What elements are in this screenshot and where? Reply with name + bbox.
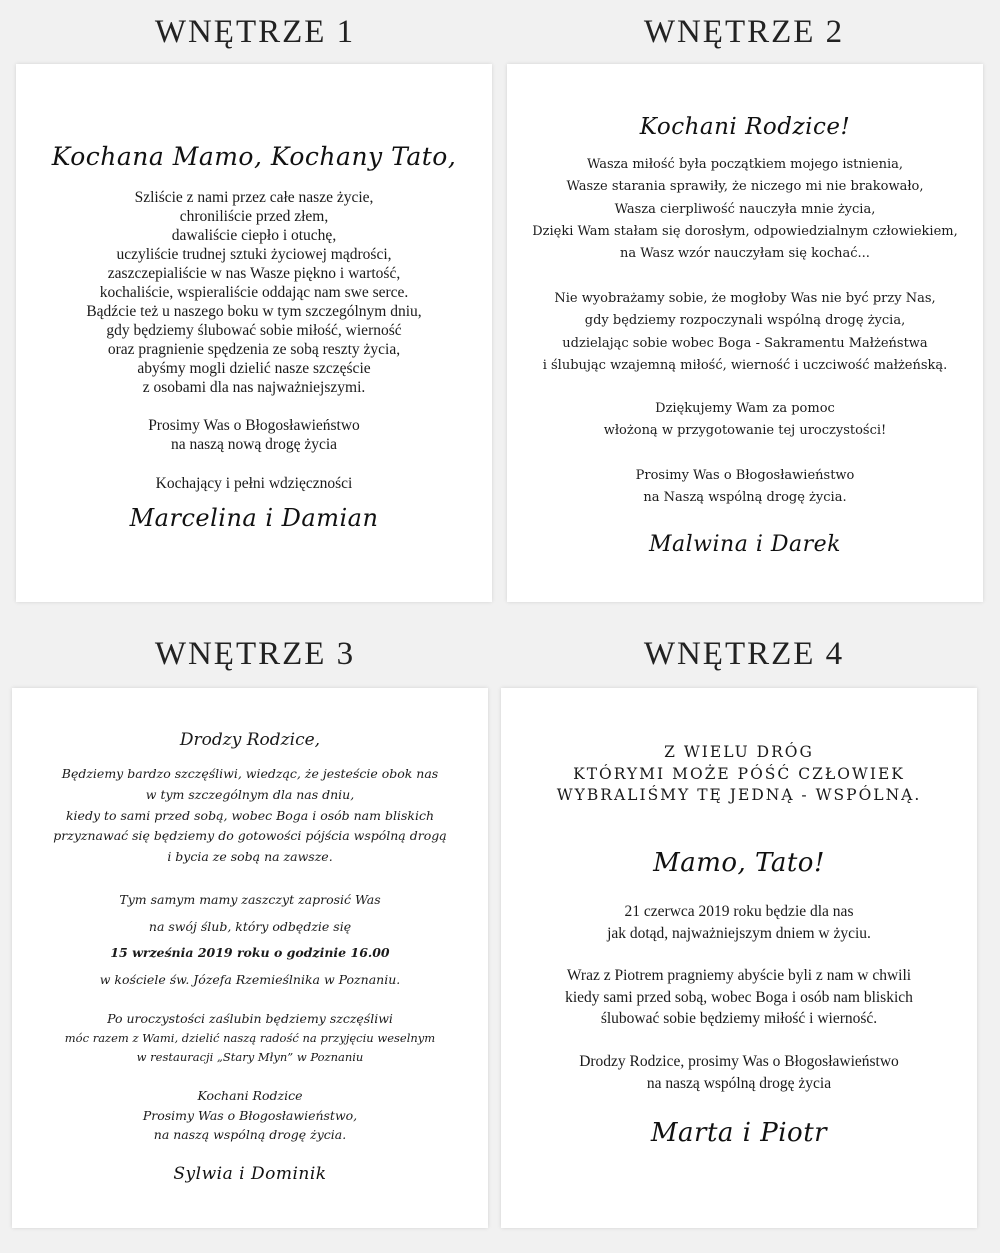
text-line: na naszą wspólną drogę życia	[646, 1074, 832, 1092]
panel-1-heading: WNĘTRZE 1	[154, 14, 356, 50]
text-line: na naszą wspólną drogę życia.	[153, 1127, 347, 1142]
card-1-greeting: Kochana Mamo, Kochany Tato,	[51, 142, 457, 171]
text-line: Kochający i pełni wdzięczności	[155, 475, 353, 492]
invitation-card-4	[501, 688, 977, 1228]
text-line: Szliście z nami przez całe nasze życie,	[134, 189, 374, 206]
text-line: w tym szczególnym dla nas dniu,	[145, 786, 355, 802]
text-line: oraz pragnienie spędzenia ze sobą reszty życia,	[107, 341, 401, 358]
text-line: i ślubując wzajemną miłość, wierność i uczciwość małżeńską.	[542, 357, 948, 373]
card-3-greeting: Drodzy Rodzice,	[179, 730, 321, 750]
card-2-paragraph-2	[507, 288, 983, 377]
card-4-paragraph-3	[501, 1051, 977, 1094]
invitation-card-3	[12, 688, 488, 1228]
card-3-paragraph-2	[12, 887, 488, 993]
text-line: i bycia ze sobą na zawsze.	[167, 849, 333, 865]
card-3-paragraph-3	[12, 1009, 488, 1068]
card-2-paragraph-3	[507, 398, 983, 443]
text-line: z osobami dla nas najważniejszymi.	[142, 379, 366, 396]
text-line: Dzięki Wam stałam się dorosłym, odpowiedzialnym człowiekiem,	[532, 223, 958, 239]
text-line: WYBRALIŚMY TĘ JEDNĄ - WSPÓLNĄ.	[556, 786, 922, 804]
text-line: dawaliście ciepło i otuchę,	[171, 227, 337, 244]
invitation-card-2	[507, 64, 983, 602]
text-line: Wasza miłość była początkiem mojego istnienia,	[586, 157, 904, 172]
panel-2-heading: WNĘTRZE 2	[643, 14, 845, 50]
text-line: Prosimy Was o Błogosławieństwo	[635, 468, 855, 483]
text-line: gdy będziemy ślubować sobie miłość, wierność	[106, 322, 402, 339]
text-line: udzielając sobie wobec Boga - Sakramentu Małżeństwa	[562, 335, 928, 351]
text-line: Prosimy Was o Błogosławieństwo,	[142, 1107, 358, 1123]
card-1-signature: Marcelina i Damian	[129, 504, 379, 532]
text-line: kiedy to sami przed sobą, wobec Boga i osób nam bliskich	[65, 807, 434, 823]
card-2-signature: Malwina i Darek	[649, 532, 841, 557]
text-line: włożoną w przygotowanie tej uroczystości!	[603, 423, 887, 439]
card-3-signature: Sylwia i Dominik	[173, 1164, 327, 1184]
text-line: na Naszą wspólną drogę życia.	[643, 490, 847, 506]
text-line: Nie wyobrażamy sobie, że mogłoby Was nie być przy Nas,	[554, 291, 936, 306]
text-line: przyznawać się będziemy do gotowości pójścia wspólną drogą	[53, 828, 447, 844]
card-4-signature: Marta i Piotr	[650, 1118, 828, 1148]
card-4-paragraph-2	[501, 965, 977, 1030]
card-1-paragraph-1	[16, 188, 492, 397]
text-line: kochaliście, wspieraliście oddając nam swe serce.	[99, 284, 409, 301]
text-line: gdy będziemy rozpoczynali wspólną drogę życia,	[584, 313, 906, 329]
wedding-date-line: 15 września 2019 roku o godzinie 16.00	[110, 945, 390, 960]
text-line: Kochani Rodzice	[197, 1088, 303, 1103]
text-line: Dziękujemy Wam za pomoc	[655, 401, 835, 416]
text-line: uczyliście trudnej sztuki życiowej mądrości,	[116, 246, 392, 263]
card-1-paragraph-3	[16, 474, 492, 493]
text-line: na swój ślub, który odbędzie się	[148, 918, 352, 934]
text-line: Wasza cierpliwość nauczyła mnie życia,	[614, 201, 876, 217]
card-4-intro	[501, 742, 977, 807]
card-2-paragraph-1	[507, 154, 983, 265]
text-line: Drodzy Rodzice, prosimy Was o Błogosławieństwo	[579, 1053, 899, 1070]
text-line: Po uroczystości zaślubin będziemy szczęśliwi	[107, 1011, 393, 1026]
card-4-greeting: Mamo, Tato!	[653, 848, 825, 878]
card-1-paragraph-2	[16, 416, 492, 454]
text-line: w kościele św. Józefa Rzemieślnika w Poznaniu.	[99, 971, 401, 987]
panel-4-heading: WNĘTRZE 4	[643, 636, 845, 672]
text-line: ślubować sobie będziemy miłość i wierność.	[600, 1010, 878, 1027]
text-line: 21 czerwca 2019 roku będzie dla nas	[624, 903, 854, 920]
text-line: KTÓRYMI MOŻE PÓŚĆ CZŁOWIEK	[573, 764, 905, 783]
text-line: Z WIELU DRÓG	[664, 743, 814, 761]
text-line: zaszczepialiście w nas Wasze piękno i wartość,	[107, 265, 401, 282]
text-line: jak dotąd, najważniejszym dniem w życiu.	[607, 924, 871, 942]
text-line: na naszą nową drogę życia	[170, 436, 338, 453]
card-2-paragraph-4	[507, 465, 983, 510]
text-line: Tym samym mamy zaszczyt zaprosić Was	[119, 892, 381, 907]
text-line: móc razem z Wami, dzielić naszą radość na przyjęciu weselnym	[64, 1030, 436, 1045]
card-3-paragraph-4	[12, 1086, 488, 1145]
panel-3-heading: WNĘTRZE 3	[154, 636, 356, 672]
text-line: Będziemy bardzo szczęśliwi, wiedząc, że jesteście obok nas	[61, 766, 439, 781]
text-line: Wasze starania sprawiły, że niczego mi nie brakowało,	[566, 179, 924, 195]
text-line: Bądźcie też u naszego boku w tym szczególnym dniu,	[86, 303, 422, 320]
text-line: w restauracji „Stary Młyn” w Poznaniu	[136, 1050, 364, 1064]
card-2-greeting: Kochani Rodzice!	[639, 114, 851, 140]
card-4-paragraph-1	[501, 901, 977, 944]
invitation-card-1	[16, 64, 492, 602]
text-line: abyśmy mogli dzielić nasze szczęście	[137, 360, 371, 377]
text-line: na Wasz wzór nauczyłam się kochać...	[620, 246, 870, 262]
text-line: Wraz z Piotrem pragniemy abyście byli z nam w chwili	[566, 967, 912, 984]
text-line: chroniliście przed złem,	[179, 208, 329, 225]
card-3-paragraph-1	[12, 764, 488, 868]
text-line: kiedy sami przed sobą, wobec Boga i osób nam bliskich	[565, 988, 913, 1006]
text-line: Prosimy Was o Błogosławieństwo	[148, 417, 360, 434]
